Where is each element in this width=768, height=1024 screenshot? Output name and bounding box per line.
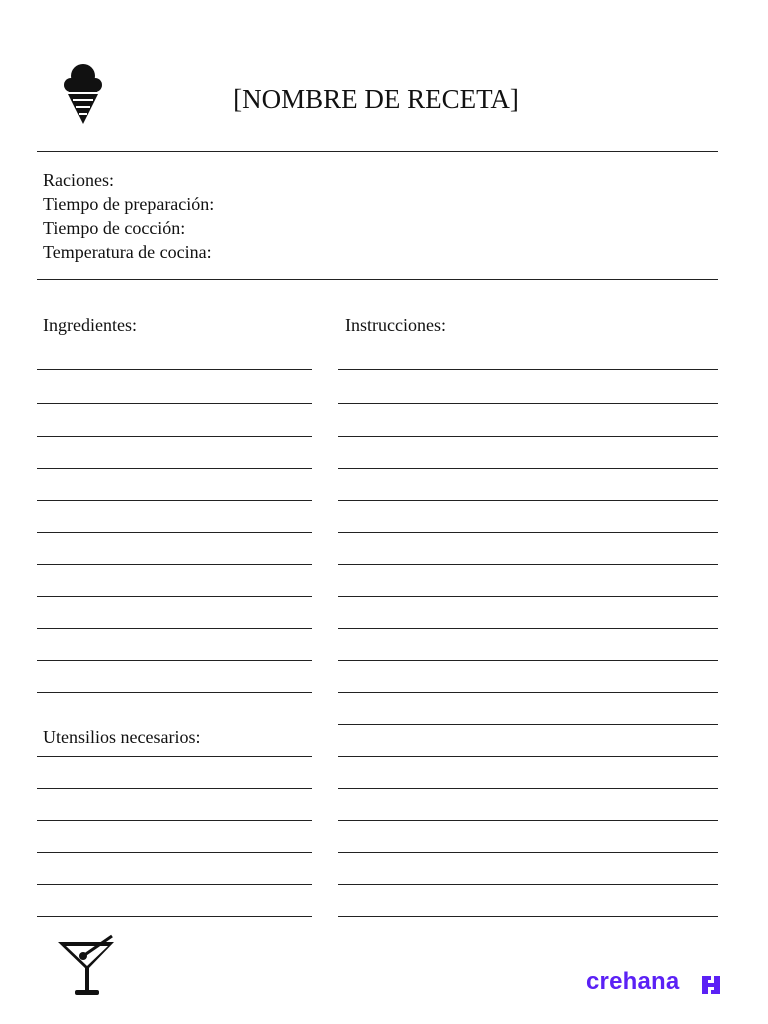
instruction-line[interactable] [338, 756, 718, 757]
ingredient-line[interactable] [37, 660, 312, 661]
instructions-label: Instrucciones: [345, 315, 446, 335]
instruction-line[interactable] [338, 564, 718, 565]
cook-time-label: Tiempo de cocción: [43, 218, 186, 238]
ingredient-line[interactable] [37, 532, 312, 533]
utensil-line[interactable] [37, 820, 312, 821]
ingredient-line[interactable] [37, 468, 312, 469]
instruction-line[interactable] [338, 500, 718, 501]
ingredient-line[interactable] [37, 596, 312, 597]
instruction-line[interactable] [338, 403, 718, 404]
utensil-line[interactable] [37, 788, 312, 789]
ingredient-line[interactable] [37, 403, 312, 404]
instruction-line[interactable] [338, 532, 718, 533]
prep-time-label: Tiempo de preparación: [43, 194, 215, 214]
instruction-line[interactable] [338, 596, 718, 597]
recipe-title: [NOMBRE DE RECETA] [233, 84, 519, 114]
ingredient-line[interactable] [37, 436, 312, 437]
details-divider [37, 279, 718, 280]
crehana-logo-icon [702, 976, 720, 994]
instruction-line[interactable] [338, 468, 718, 469]
ingredient-line[interactable] [37, 369, 312, 370]
instruction-line[interactable] [338, 628, 718, 629]
ingredients-label: Ingredientes: [43, 315, 137, 335]
instruction-line[interactable] [338, 436, 718, 437]
ingredient-line[interactable] [37, 628, 312, 629]
utensil-line[interactable] [37, 756, 312, 757]
instruction-line[interactable] [338, 692, 718, 693]
cocktail-glass-icon [56, 934, 118, 998]
instruction-line[interactable] [338, 820, 718, 821]
servings-label: Raciones: [43, 170, 114, 190]
instruction-line[interactable] [338, 916, 718, 917]
ingredient-line[interactable] [37, 564, 312, 565]
instruction-line[interactable] [338, 884, 718, 885]
utensil-line[interactable] [37, 852, 312, 853]
utensil-line[interactable] [37, 916, 312, 917]
instruction-line[interactable] [338, 788, 718, 789]
instruction-line[interactable] [338, 724, 718, 725]
cook-temp-label: Temperatura de cocina: [43, 242, 212, 262]
instruction-line[interactable] [338, 660, 718, 661]
brand-wordmark: crehana [586, 968, 680, 995]
ingredient-line[interactable] [37, 500, 312, 501]
header-divider [37, 151, 718, 152]
instruction-line[interactable] [338, 852, 718, 853]
ingredient-line[interactable] [37, 692, 312, 693]
instruction-line[interactable] [338, 369, 718, 370]
utensils-label: Utensilios necesarios: [43, 727, 201, 747]
utensil-line[interactable] [37, 884, 312, 885]
